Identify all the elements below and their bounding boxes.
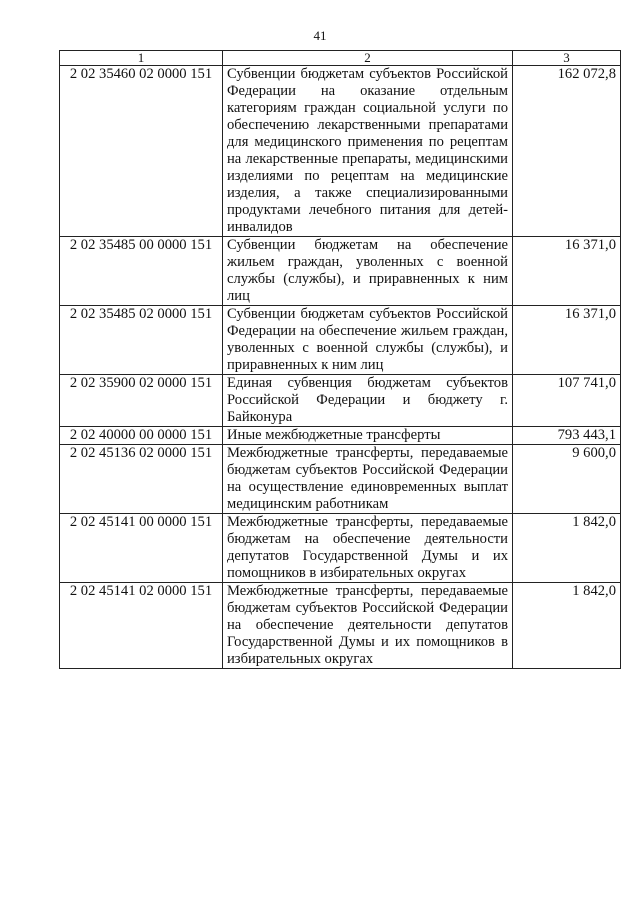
budget-amount: 9 600,0 <box>513 445 621 514</box>
budget-amount: 1 842,0 <box>513 514 621 583</box>
column-header-amount: 3 <box>513 51 621 66</box>
table-row <box>60 583 621 669</box>
table-row <box>60 514 621 583</box>
budget-amount: 793 443,1 <box>513 427 621 445</box>
budget-amount: 162 072,8 <box>513 66 621 237</box>
budget-item-text: Межбюджетные трансферты, передаваемые бюджетам на обеспечение деятельности депутатов Государственной Думы и их помощников в избирательных округах <box>227 514 508 581</box>
budget-item-text: Субвенции бюджетам на обеспечение жильем граждан, уволенных с военной службы (службы), и приравненных к ним лиц <box>227 237 508 304</box>
budget-item-name <box>223 583 513 669</box>
page-number: 41 <box>313 28 327 43</box>
table-row <box>60 66 621 237</box>
budget-item-name <box>223 514 513 583</box>
table-row <box>60 427 621 445</box>
budget-item-name <box>223 306 513 375</box>
column-header-name: 2 <box>223 51 513 66</box>
budget-code: 2 02 45136 02 0000 151 <box>60 445 223 514</box>
budget-item-text: Иные межбюджетные трансферты <box>227 427 441 443</box>
table-row <box>60 375 621 427</box>
budget-item-text: Субвенции бюджетам субъектов Российской Федерации на оказание отдельным категориям граждан социальной услуги по обеспечению лекарственными препаратами для медицинского применения по рецептам на лекарственные препараты, медицинскими изделиями по рецептам на медицинские изделия, а также специализированными продуктами лечебного питания для детей-инвалидов <box>227 66 508 235</box>
budget-item-text: Межбюджетные трансферты, передаваемые бюджетам субъектов Российской Федерации на обеспечение деятельности депутатов Государственной Думы и их помощников в избирательных округах <box>227 583 508 667</box>
budget-code: 2 02 45141 02 0000 151 <box>60 583 223 669</box>
table-row <box>60 237 621 306</box>
budget-item-name <box>223 445 513 514</box>
budget-amount: 1 842,0 <box>513 583 621 669</box>
budget-amount: 16 371,0 <box>513 306 621 375</box>
budget-table <box>59 50 621 669</box>
budget-item-name <box>223 427 513 445</box>
table-header-row <box>60 51 621 66</box>
budget-item-text: Единая субвенция бюджетам субъектов Российской Федерации и бюджету г. Байконура <box>227 375 508 425</box>
table-row <box>60 306 621 375</box>
budget-item-name <box>223 66 513 237</box>
budget-item-text: Межбюджетные трансферты, передаваемые бюджетам субъектов Российской Федерации на осуществление единовременных выплат медицинским работникам <box>227 445 508 512</box>
budget-code: 2 02 35485 00 0000 151 <box>60 237 223 306</box>
budget-code: 2 02 35460 02 0000 151 <box>60 66 223 237</box>
table-row <box>60 445 621 514</box>
budget-amount: 16 371,0 <box>513 237 621 306</box>
budget-code: 2 02 35485 02 0000 151 <box>60 306 223 375</box>
budget-item-text: Субвенции бюджетам субъектов Российской Федерации на обеспечение жильем граждан, уволенных с военной службы (службы), и приравненных к ним лиц <box>227 306 508 373</box>
budget-code: 2 02 35900 02 0000 151 <box>60 375 223 427</box>
column-header-code: 1 <box>60 51 223 66</box>
budget-code: 2 02 40000 00 0000 151 <box>60 427 223 445</box>
budget-amount: 107 741,0 <box>513 375 621 427</box>
budget-item-name <box>223 375 513 427</box>
budget-item-name <box>223 237 513 306</box>
budget-code: 2 02 45141 00 0000 151 <box>60 514 223 583</box>
